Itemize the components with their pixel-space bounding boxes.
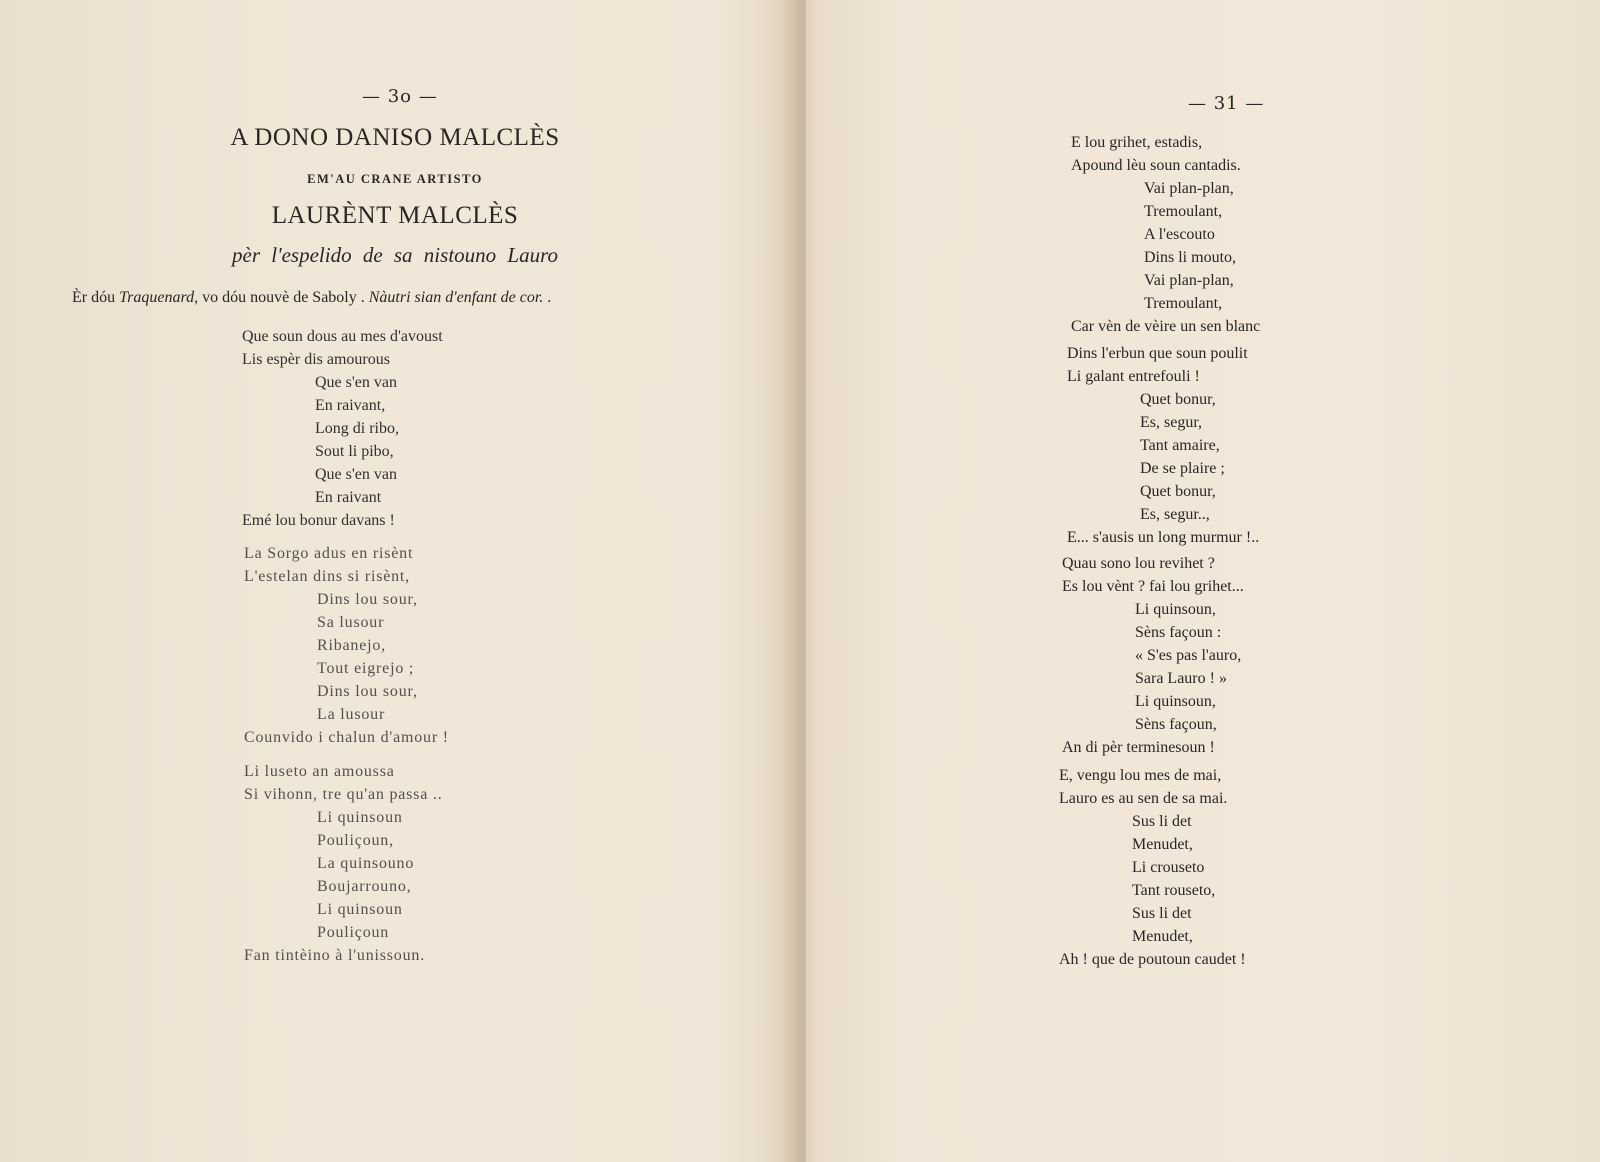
verse-line: Pouliçoun <box>317 924 390 941</box>
verse-line: Es, segur, <box>1140 414 1203 431</box>
verse-line: Li crouseto <box>1132 859 1205 876</box>
verse-line: Sa lusour <box>317 614 385 631</box>
poem-dedicatee: LAURÈNT MALCLÈS <box>271 202 519 229</box>
tune-suffix: . <box>543 289 552 306</box>
verse-line: Tremoulant, <box>1144 203 1223 220</box>
poem-title: A DONO DANISO MALCLÈS <box>230 124 560 151</box>
verse-line: Es, segur.., <box>1140 506 1210 523</box>
verse-line: Apound lèu soun cantadis. <box>1071 157 1241 174</box>
verse-line: L'estelan dins si risènt, <box>244 568 410 585</box>
verse-line: Tout eigrejo ; <box>317 660 415 677</box>
verse-line: A l'escouto <box>1144 226 1215 243</box>
verse-line: Ah ! que de poutoun caudet ! <box>1059 951 1246 968</box>
stanza-5 <box>1067 342 1259 549</box>
carol-title: Nàutri sian d'enfant de cor. <box>368 289 544 306</box>
verse-line: « S'es pas l'auro, <box>1135 647 1242 664</box>
left-page-number: — 3o — <box>362 86 438 107</box>
verse-line: An di pèr terminesoun ! <box>1062 739 1215 756</box>
verse-line: Es lou vènt ? fai lou grihet... <box>1062 578 1244 595</box>
verse-line: De se plaire ; <box>1140 460 1225 477</box>
stanza-2 <box>244 542 449 749</box>
verse-line: Lauro es au sen de sa mai. <box>1059 790 1228 807</box>
verse-line: En raivant <box>315 489 382 506</box>
verse-line: Long di ribo, <box>315 420 399 437</box>
stanza-1 <box>242 325 443 532</box>
poem-subtitle: EM'AU CRANE ARTISTO <box>307 172 483 186</box>
verse-line: Sèns façoun, <box>1135 716 1217 733</box>
verse-line: Li quinsoun, <box>1135 601 1216 618</box>
verse-line: Tant rouseto, <box>1132 882 1216 899</box>
verse-line: Li galant entrefouli ! <box>1067 368 1200 385</box>
verse-line: E... s'ausis un long murmur !.. <box>1067 529 1260 546</box>
tune-middle: vo dóu nouvè de Saboly . <box>198 289 369 306</box>
verse-line: Fan tintèino à l'unissoun. <box>244 947 426 964</box>
verse-line: Dins l'erbun que soun poulit <box>1067 345 1248 362</box>
verse-line: Sus li det <box>1132 813 1192 830</box>
verse-line: Que s'en van <box>315 374 397 391</box>
verse-line: Menudet, <box>1132 928 1193 945</box>
verse-line: Ribanejo, <box>317 637 386 654</box>
verse-line: Car vèn de vèire un sen blanc <box>1071 318 1261 335</box>
verse-line: Sout li pibo, <box>315 443 394 460</box>
verse-line: Quet bonur, <box>1140 483 1216 500</box>
verse-line: Quau sono lou revihet ? <box>1062 555 1215 572</box>
verse-line: Tremoulant, <box>1144 295 1223 312</box>
verse-line: La quinsouno <box>317 855 415 872</box>
verse-line: Li quinsoun <box>317 901 403 918</box>
right-page-number: — 31 — <box>1188 93 1265 114</box>
verse-line: E lou grihet, estadis, <box>1071 134 1203 151</box>
verse-line: Boujarrouno, <box>317 878 412 895</box>
verse-line: Li quinsoun, <box>1135 693 1216 710</box>
tune-name: Traquenard, <box>119 289 199 306</box>
verse-line: Menudet, <box>1132 836 1193 853</box>
verse-line: Quet bonur, <box>1140 391 1216 408</box>
verse-line: Pouliçoun, <box>317 832 394 849</box>
verse-line: Que soun dous au mes d'avoust <box>242 328 443 345</box>
verse-line: Dins lou sour, <box>317 591 418 608</box>
verse-line: Lis espèr dis amourous <box>242 351 390 368</box>
verse-line: Tant amaire, <box>1140 437 1220 454</box>
tune-prefix: Èr dóu <box>72 289 120 306</box>
right-page <box>806 0 1600 1162</box>
stanza-6 <box>1062 552 1244 759</box>
verse-line: E, vengu lou mes de mai, <box>1059 767 1222 784</box>
verse-line: La Sorgo adus en risènt <box>244 545 414 562</box>
verse-line: Dins lou sour, <box>317 683 418 700</box>
verse-line: Li luseto an amoussa <box>244 763 395 780</box>
verse-line: La lusour <box>317 706 386 723</box>
stanza-4 <box>1071 131 1260 338</box>
verse-line: Dins li mouto, <box>1144 249 1237 266</box>
tune-indication <box>72 289 551 307</box>
stanza-7 <box>1059 764 1246 971</box>
verse-line: Counvido i chalun d'amour ! <box>244 729 449 746</box>
verse-line: En raivant, <box>315 397 386 414</box>
verse-line: Sèns façoun : <box>1135 624 1222 641</box>
gutter-shadow-left <box>760 0 806 1162</box>
verse-line: Que s'en van <box>315 466 397 483</box>
verse-line: Emé lou bonur davans ! <box>242 512 395 529</box>
verse-line: Sara Lauro ! » <box>1135 670 1227 687</box>
dedication-line: pèr l'espelido de sa nistouno Lauro <box>232 243 558 267</box>
verse-line: Vai plan-plan, <box>1144 272 1234 289</box>
verse-line: Sus li det <box>1132 905 1192 922</box>
verse-line: Vai plan-plan, <box>1144 180 1234 197</box>
stanza-3 <box>244 760 443 967</box>
verse-line: Si vihonn, tre qu'an passa .. <box>244 786 443 803</box>
verse-line: Li quinsoun <box>317 809 403 826</box>
